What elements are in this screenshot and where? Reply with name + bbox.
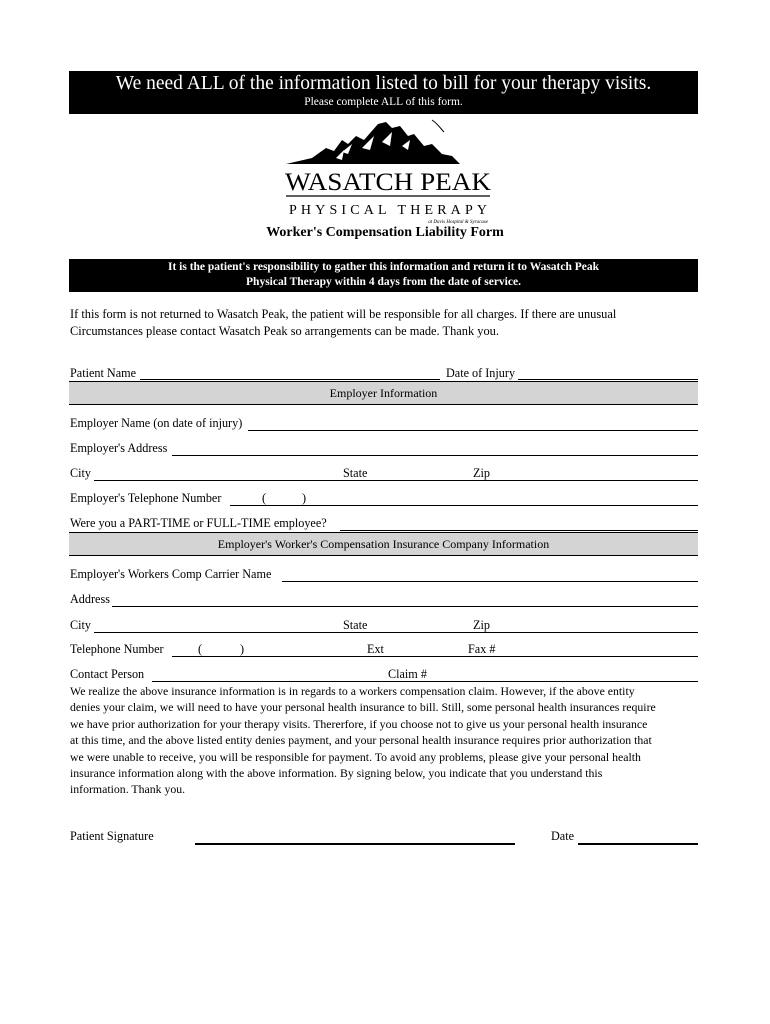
patient-name-label: Patient Name: [70, 366, 136, 380]
employer-address-field[interactable]: [172, 455, 698, 456]
carrier-ext-label: Ext: [367, 642, 384, 656]
employer-zip-label: Zip: [473, 466, 490, 480]
carrier-fax-label: Fax #: [468, 642, 496, 656]
date-of-injury-label: Date of Injury: [446, 366, 516, 380]
carrier-address-label: Address: [70, 592, 110, 606]
disclaimer-line: we have prior authorization for your therapy visits. Thererfore, if you choose not to give us your personal health insurance: [70, 716, 648, 731]
employment-type-field[interactable]: [340, 530, 698, 531]
banner-subheading: Please complete ALL of this form.: [304, 96, 463, 108]
banner-heading: We need ALL of the information listed to bill for your therapy visits.: [115, 73, 652, 94]
logo-name: WASATCH PEAK: [285, 169, 491, 196]
intro-line-2: Circumstances please contact Wasatch Peak so arrangements can be made. Thank you.: [70, 324, 499, 338]
carrier-phone-field[interactable]: [172, 656, 698, 657]
logo-subline: at Davis Hospital & Syracuse: [428, 220, 488, 225]
insurance-section-header: Employer's Worker's Compensation Insurance Company Information: [69, 532, 698, 556]
disclaimer-line: denies your claim, we will need to have your personal health insurance to bill. Still, some personal health insurances require: [70, 700, 656, 715]
employer-city-state-zip-field[interactable]: [94, 480, 698, 481]
date-of-injury-field[interactable]: [518, 379, 698, 380]
carrier-name-label: Employer's Workers Comp Carrier Name: [70, 567, 272, 581]
disclaimer-line: We realize the above insurance information is in regards to a workers compensation claim. However, if the above entity: [70, 684, 635, 698]
employer-phone-open-paren: (: [262, 491, 267, 505]
employer-address-label: Employer's Address: [70, 441, 168, 455]
carrier-city-state-zip-field[interactable]: [94, 632, 698, 633]
claim-number-label: Claim #: [388, 667, 427, 681]
contact-person-label: Contact Person: [70, 667, 145, 681]
carrier-name-field[interactable]: [282, 581, 698, 582]
contact-claim-field[interactable]: [152, 681, 698, 682]
employer-name-field[interactable]: [248, 430, 698, 431]
carrier-phone-label: Telephone Number: [70, 642, 164, 656]
form-title: Worker's Compensation Liability Form: [266, 225, 504, 240]
employer-state-label: State: [343, 466, 368, 480]
patient-signature-label: Patient Signature: [70, 829, 154, 843]
carrier-phone-close-paren: ): [240, 642, 245, 656]
intro-line-1: If this form is not returned to Wasatch Peak, the patient will be responsible for all charges. If there are unusual: [70, 307, 617, 321]
disclaimer-paragraph: [70, 683, 702, 798]
patient-signature-field[interactable]: [195, 843, 515, 845]
notice-line-1: It is the patient's responsibility to gather this information and return it to Wasatch Peak: [167, 261, 600, 273]
logo-tagline: PHYSICAL THERAPY: [289, 203, 487, 218]
mountain-logo-icon: [282, 118, 492, 228]
intro-text: [70, 306, 700, 340]
carrier-state-label: State: [343, 618, 368, 632]
notice-line-2: Physical Therapy within 4 days from the date of service.: [246, 276, 521, 288]
carrier-zip-label: Zip: [473, 618, 490, 632]
employer-section-header: Employer Information: [69, 381, 698, 405]
disclaimer-line: at this time, and the above listed entity denies payment, and your personal health insurance requires prior authorization that: [70, 733, 652, 748]
responsibility-notice: [69, 259, 698, 292]
signature-date-label: Date: [551, 829, 575, 843]
disclaimer-line: information. Thank you.: [70, 782, 186, 797]
carrier-address-field[interactable]: [112, 606, 698, 607]
employer-city-label: City: [70, 466, 91, 480]
employer-name-label: Employer Name (on date of injury): [70, 416, 243, 430]
employment-type-question: Were you a PART-TIME or FULL-TIME employee?: [70, 516, 327, 530]
top-banner: [69, 71, 698, 114]
disclaimer-line: insurance information along with the above information. By signing below, you indicate that you understand this: [70, 766, 603, 781]
employer-phone-label: Employer's Telephone Number: [70, 491, 222, 505]
employer-phone-close-paren: ): [302, 491, 307, 505]
wasatch-peak-logo: [282, 118, 492, 228]
carrier-city-label: City: [70, 618, 91, 632]
disclaimer-line: we were unable to receive, you will be responsible for payment. To avoid any problems, please give your personal health: [70, 749, 641, 764]
patient-name-field[interactable]: [140, 379, 440, 380]
employer-phone-field[interactable]: [230, 505, 698, 506]
signature-date-field[interactable]: [578, 843, 698, 845]
carrier-phone-open-paren: (: [198, 642, 203, 656]
